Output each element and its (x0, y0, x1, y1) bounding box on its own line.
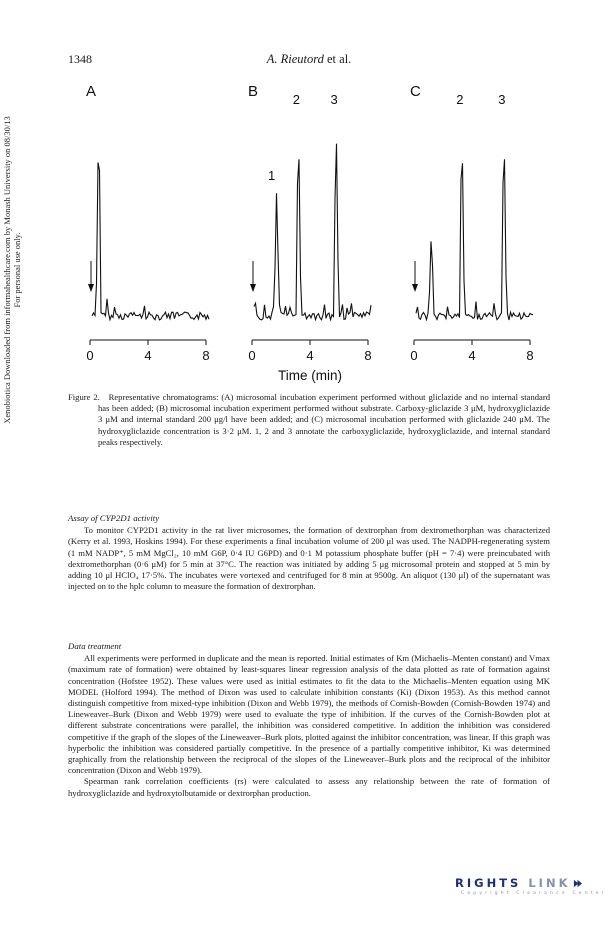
chromatogram-trace (92, 163, 209, 320)
rightslink-rights: RIGHTS (455, 876, 522, 890)
peak-label: 1 (268, 167, 276, 183)
rightslink-tagline: Copyright Clearance Center (461, 891, 607, 896)
panel-letter-a: A (86, 83, 97, 100)
caption-text: Representative chromatograms: (A) microsomal incubation experiment performed without gliclazide and no internal standard has been added; (B) microsomal incubation experiment performed without substrate. Carboxy-gliclazide 3 μM, hydroxygliclazide 3 μM and internal standard 200 μg/l have been added; and (C) microsomal incubation performed with gliclazide 240 μM. The hydroxygliclazide concentration is 3·2 μM. 1, 2 and 3 annotate the carboxygliclazide, hydroxygliclazide, and internal standard peaks respectively. (98, 392, 551, 447)
rightslink-logo (455, 876, 607, 904)
x-tick-label: 0 (248, 348, 256, 363)
peak-label: 3 (498, 92, 506, 107)
x-tick-label: 4 (144, 348, 152, 363)
running-head-authors: A. Rieutord (266, 52, 324, 66)
injection-arrowhead (412, 284, 418, 292)
rightslink-wordmark (455, 876, 607, 890)
injection-arrowhead (250, 284, 256, 292)
running-head (68, 52, 550, 67)
x-tick-label: 4 (306, 348, 314, 363)
data-treatment-section (68, 641, 550, 799)
page-number: 1348 (68, 52, 92, 66)
x-axis-title: Time (min) (278, 368, 342, 383)
figure-label: Figure 2. (68, 392, 100, 402)
peak-label: 2 (456, 92, 464, 107)
x-tick-label: 0 (410, 348, 418, 363)
chromatogram-figure (80, 78, 540, 390)
x-tick-label: 8 (364, 348, 372, 363)
page-header (68, 52, 550, 68)
rightslink-link: LINK (528, 876, 571, 890)
rightslink-arrow-icon (573, 879, 582, 888)
data-treatment-paragraph-1: All experiments were performed in duplicate and the mean is reported. Initial estimates of Km (Michaelis–Menten constant) and Vmax (maximum rate of formation) were obtained by least-squares linear regression analysis of the data plotted as rate of formation against concentration (Hofstee 1952). These values were used as initial estimates to fit the data to the Michaelis–Menten equation using MK MODEL (Holford 1994). The method of Dixon was used to calculate inhibition constants (Ki) (Dixon 1953). As this method cannot distinguish competitive from mixed-type inhibition (Dixon and Webb 1979), the methods of Cornish-Bowden (Cornish-Bowden 1974) and Lineweaver–Burk (Dixon and Webb 1979) were used to evaluate the type of inhibition. If the curves of the Cornish-Bowden plot at different substrate concentrations were parallel, the inhibition was considered competitive. In addition the inhibition was considered competitive if the graph of the slopes of the Lineweaver–Burk plots, plotted against the inhibitor concentration, was linear. If this graph was hyperbolic the inhibition was considered partially competitive. In the presence of a partially competitive inhibitor, Ki was determined graphically from the relationship between the reciprocal of the slopes of the Lineweaver–Burk plots and the reciprocal of the inhibitor concentration (Dixon and Webb 1979). (68, 653, 550, 776)
personal-use-line: For personal use only. (12, 232, 22, 308)
running-head-suffix: et al. (323, 52, 352, 66)
download-stamp-line: Xenobiotica Downloaded from informahealthcare.com by Monash University on 08/30/13 (2, 116, 12, 424)
assay-heading: Assay of CYP2D1 activity (68, 513, 160, 523)
x-tick-label: 0 (86, 348, 94, 363)
chromatogram-trace (416, 159, 533, 320)
data-treatment-heading: Data treatment (68, 641, 122, 651)
injection-arrowhead (88, 284, 94, 292)
download-stamp (2, 0, 22, 640)
figure-caption (68, 392, 550, 448)
x-tick-label: 4 (468, 348, 476, 363)
assay-section (68, 513, 550, 592)
peak-label: 3 (330, 92, 338, 107)
peak-label: 2 (292, 92, 301, 107)
data-treatment-paragraph-2: Spearman rank correlation coefficients (rs) were calculated to assess any relationship between the rate of formation of hydroxygliclazide and hydroxytolbutamide or dextrorphan production. (68, 776, 550, 798)
panel-letter-b: B (248, 83, 259, 100)
panel-letter-c: C (410, 83, 421, 100)
x-tick-label: 8 (202, 348, 210, 363)
assay-paragraph: To monitor CYP2D1 activity in the rat liver microsomes, the formation of dextrorphan from dextromethorphan was characterized (Kerry et al. 1993, Hoskins 1994). For these experiments a final incubation volume of 200 μl was used. The NADPH-regenerating system (1 mM NADP⁺, 5 mM MgCl₂, 10 mM G6P, 0·4 IU G6PD) and 0·1 M potassium phosphate buffer (pH = 7·4) were preincubated with dextromethorphan (0·6 μM) for 5 min at 37°C. The reaction was initiated by adding 5 μg microsomal protein and stopped at 5 min by adding 10 μl HClO₄ 17·5%. The incubates were vortexed and centrifuged for 8 min at 9500g. An aliquot (130 μl) of the supernatant was injected on to the hplc column to measure the formation of dextrorphan. (68, 525, 550, 592)
x-tick-label: 8 (526, 348, 534, 363)
